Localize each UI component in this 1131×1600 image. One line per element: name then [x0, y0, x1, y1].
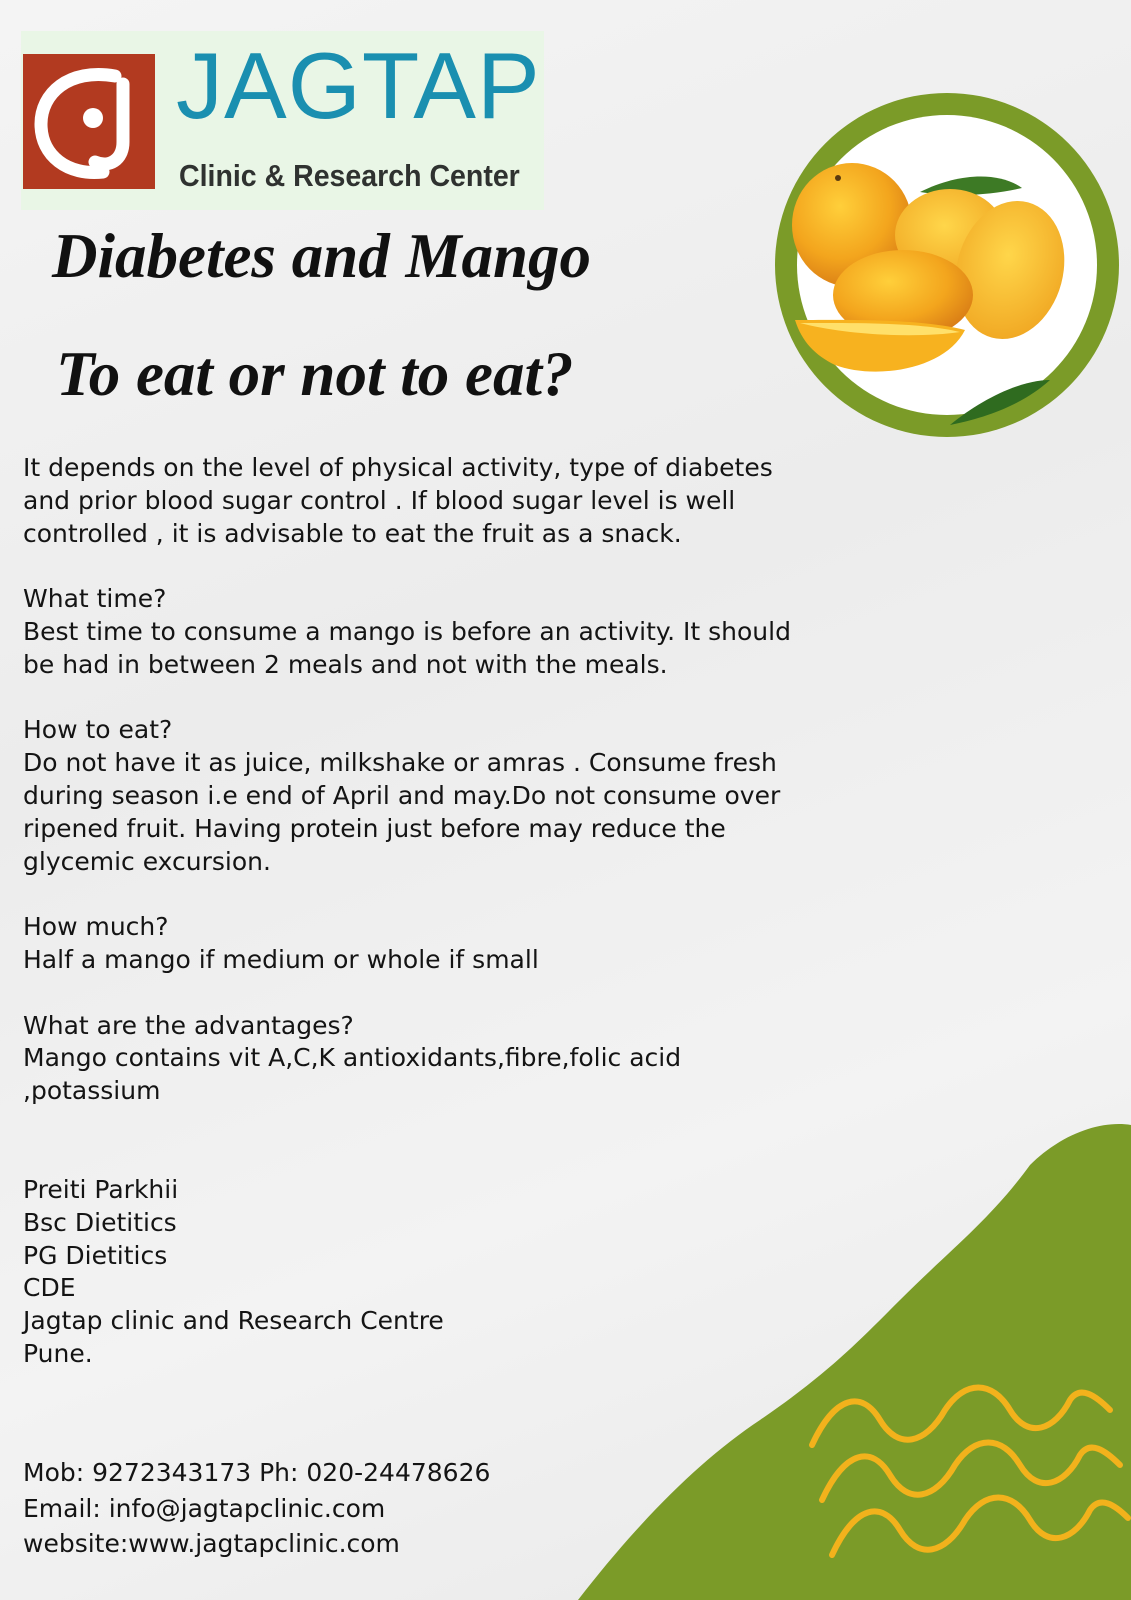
page-subtitle: To eat or not to eat? — [56, 339, 574, 409]
section-question: How much? — [23, 912, 169, 942]
author-city: Pune. — [23, 1338, 93, 1368]
logo-name: JAGTAP — [176, 33, 541, 138]
logo-mark-icon — [23, 54, 155, 189]
page-title: Diabetes and Mango — [52, 221, 592, 291]
author-qualification: PG Dietitics — [23, 1240, 168, 1270]
wave-decoration — [812, 1388, 1128, 1556]
section-question: What time? — [23, 584, 167, 614]
contact-website: website:www.jagtapclinic.com — [23, 1529, 400, 1558]
logo-subtitle: Clinic & Research Center — [179, 158, 520, 193]
intro-paragraph: It depends on the level of physical activity, type of diabetes and prior blood sugar control . If blood sugar level is well controlled , it is advisable to eat the fruit as a snack. — [23, 453, 773, 548]
section-answer: Best time to consume a mango is before an activity. It should be had in between 2 meals and not with the meals. — [23, 616, 791, 679]
section-answer: Half a mango if medium or whole if small — [23, 944, 539, 974]
section-question: How to eat? — [23, 715, 173, 745]
section-question: What are the advantages? — [23, 1010, 354, 1040]
section-answer: Mango contains vit A,C,K antioxidants,fibre,folic acid ,potassium — [23, 1043, 682, 1106]
clinic-logo — [21, 31, 544, 210]
author-name: Preiti Parkhii — [23, 1174, 179, 1204]
section-answer: Do not have it as juice, milkshake or amras . Consume fresh during season i.e end of April and may.Do not consume over ripened fruit. Having protein just before may reduce the glycemic excursion. — [23, 748, 781, 876]
contact-email: Email: info@jagtapclinic.com — [23, 1493, 386, 1523]
contact-phones: Mob: 9272343173 Ph: 020-24478626 — [23, 1458, 491, 1487]
author-qualification: Bsc Dietitics — [23, 1207, 177, 1237]
mango-photo — [760, 80, 1130, 455]
author-organization: Jagtap clinic and Research Centre — [23, 1306, 444, 1336]
article-body — [23, 452, 793, 1371]
author-qualification: CDE — [23, 1273, 76, 1303]
contact-block — [23, 1455, 490, 1562]
